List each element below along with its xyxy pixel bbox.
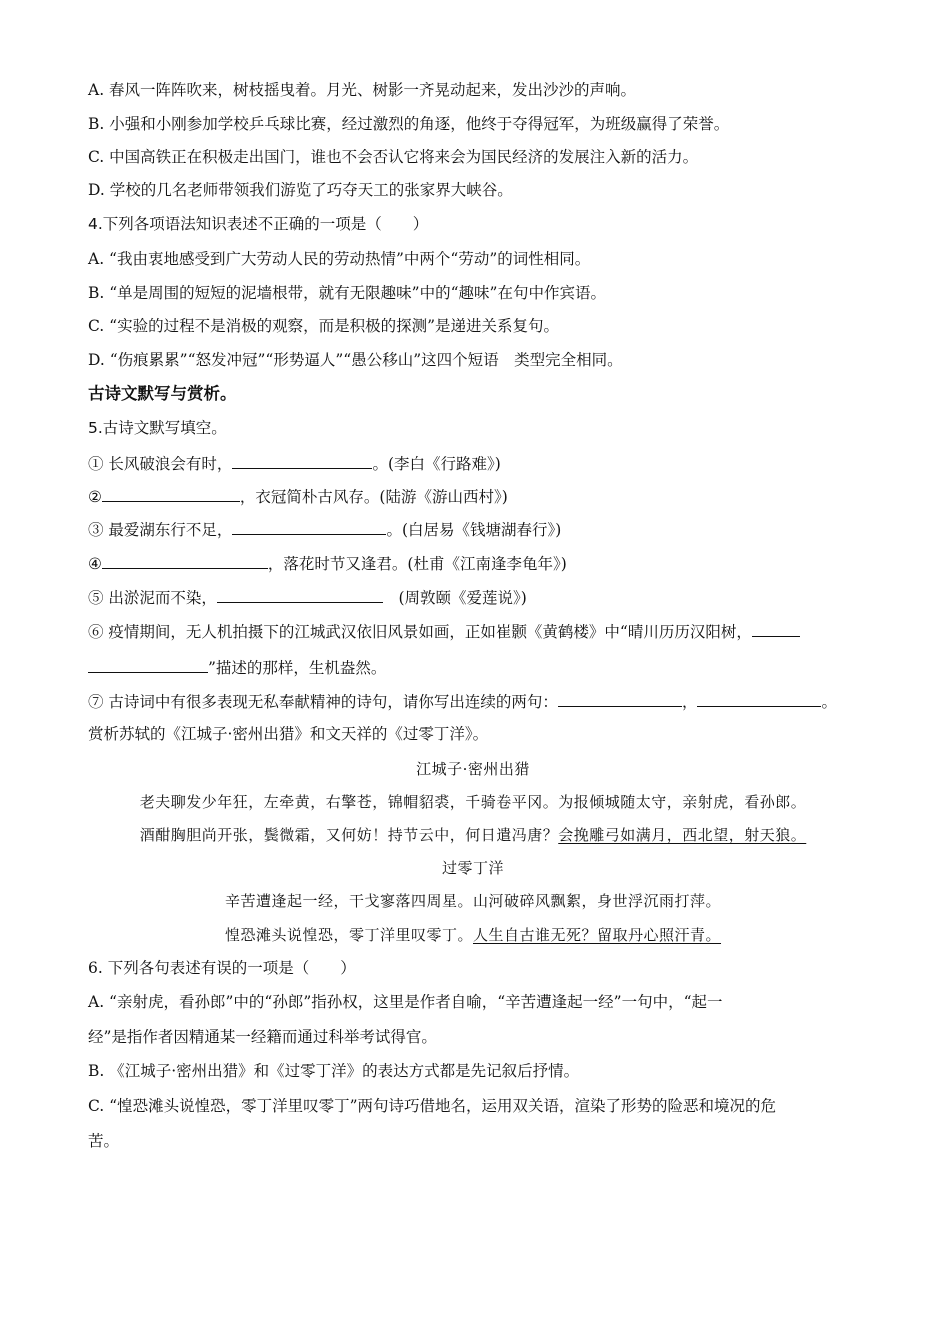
answer-blank[interactable] (102, 486, 240, 502)
q6-option-a-line2: 经”是指作者因精通某一经籍而通过科举考试得官。 (88, 1028, 437, 1046)
q5-item-3-pre: ③ 最爱湖东行不足， (88, 521, 233, 539)
q5-item-1-pre: ① 长风破浪会有时， (88, 455, 233, 473)
q6-option-c-line2: 苦。 (88, 1132, 120, 1150)
q5-item-6-line1: ⑥ 疫情期间，无人机拍摄下的江城武汉依旧风景如画，正如崔颢《黄鹤楼》中“晴川历历汉阳树， (88, 623, 752, 641)
poem1-line1: 老夫聊发少年狂，左牵黄，右擎苍，锦帽貂裘，千骑卷平冈。为报倾城随太守，亲射虎，看孙郎。 (139, 793, 807, 811)
q5-item-6-cont (88, 657, 386, 678)
q5-item-7-post: 。 (821, 693, 837, 711)
poem1-title: 江城子·密州出猎 (416, 760, 530, 778)
answer-blank[interactable] (232, 453, 372, 469)
poem2-line2 (88, 925, 858, 945)
q6-stem: 6. 下列各句表述有误的一项是（ ） (88, 959, 356, 977)
q4-option-c: C. “实验的过程不是消极的观察，而是积极的探测”是递进关系复句。 (88, 317, 560, 335)
q5-item-2-post: ，衣冠简朴古风存。(陆游《游山西村》) (239, 488, 508, 506)
poem1-line2 (88, 825, 858, 845)
q5-item-5-pre: ⑤ 出淤泥而不染， (88, 589, 217, 607)
answer-blank[interactable] (232, 519, 386, 535)
q6-option-b: B. 《江城子·密州出猎》和《过零丁洋》的表达方式都是先记叙后抒情。 (88, 1062, 580, 1080)
q5-item-3 (88, 519, 561, 540)
appreciation-intro: 赏析苏轼的《江城子·密州出猎》和文天祥的《过零丁洋》。 (88, 725, 489, 743)
q3-option-b: B. 小强和小刚参加学校乒乓球比赛，经过激烈的角逐，他终于夺得冠军，为班级赢得了荣誉。 (88, 115, 730, 133)
q5-item-4-pre: ④ (88, 555, 102, 573)
q3-option-c: C. 中国高铁正在积极走出国门，谁也不会否认它将来会为国民经济的发展注入新的活力。 (88, 148, 699, 166)
poem2-line2-b: 人生自古谁无死？留取丹心照汗青。 (473, 926, 722, 944)
q5-item-6 (88, 621, 800, 642)
q4-option-b: B. “单是周围的短短的泥墙根带，就有无限趣味”中的“趣味”在句中作宾语。 (88, 284, 606, 302)
poem2-title: 过零丁洋 (441, 859, 504, 877)
poem2-line1: 辛苦遭逢起一经，干戈寥落四周星。山河破碎风飘絮，身世浮沉雨打萍。 (224, 892, 721, 910)
poem1-line2-b: 会挽雕弓如满月，西北望，射天狼。 (558, 826, 807, 844)
q5-item-7 (88, 691, 837, 712)
q5-item-4-post: ，落花时节又逢君。(杜甫《江南逢李龟年》) (267, 555, 567, 573)
q3-option-d: D. 学校的几名老师带领我们游览了巧夺天工的张家界大峡谷。 (88, 181, 513, 199)
q5-item-2 (88, 486, 508, 507)
q5-item-7-mid: ， (681, 693, 698, 711)
answer-blank[interactable] (102, 553, 268, 569)
answer-blank[interactable] (88, 657, 208, 673)
answer-blank[interactable] (752, 621, 800, 637)
q5-item-6-line2: ”描述的那样，生机盎然。 (208, 659, 387, 677)
q4-option-a: A. “我由衷地感受到广大劳动人民的劳动热情”中两个“劳动”的词性相同。 (88, 250, 591, 268)
q6-option-c-line1: C. “惶恐滩头说惶恐，零丁洋里叹零丁”两句诗巧借地名，运用双关语，渲染了形势的险恶和境况的危 (88, 1097, 777, 1115)
answer-blank[interactable] (217, 587, 383, 603)
q4-stem: 4.下列各项语法知识表述不正确的一项是（ ） (88, 215, 429, 233)
q3-option-a: A. 春风一阵阵吹来，树枝摇曳着。月光、树影一齐晃动起来，发出沙沙的声响。 (88, 81, 637, 99)
q5-item-5 (88, 587, 527, 608)
answer-blank[interactable] (558, 691, 682, 707)
poem1-line2-a: 酒酣胸胆尚开张，鬓微霜，又何妨！持节云中，何日遣冯唐？ (139, 826, 559, 844)
q4-option-d: D. “伤痕累累”“怒发冲冠”“形势逼人”“愚公移山”这四个短语 类型完全相同。 (88, 351, 623, 369)
q5-item-7-pre: ⑦ 古诗词中有很多表现无私奉献精神的诗句，请你写出连续的两句： (88, 693, 558, 711)
q5-stem: 5.古诗文默写填空。 (88, 419, 227, 437)
q5-item-2-pre: ② (88, 488, 102, 506)
q5-item-3-post: 。(白居易《钱塘湖春行》) (386, 521, 562, 539)
q6-option-a-line1: A. “亲射虎，看孙郎”中的“孙郎”指孙权，这里是作者自喻，“辛苦遭逢起一经”一句中，“起一 (88, 993, 723, 1011)
poem2-line2-a: 惶恐滩头说惶恐，零丁洋里叹零丁。 (224, 926, 473, 944)
q5-item-1 (88, 453, 501, 474)
q5-item-5-post: (周敦颐《爱莲说》) (382, 589, 527, 607)
section-title: 古诗文默写与赏析。 (88, 384, 237, 403)
q5-item-4 (88, 553, 567, 574)
q5-item-1-post: 。(李白《行路难》) (372, 455, 501, 473)
answer-blank[interactable] (697, 691, 821, 707)
